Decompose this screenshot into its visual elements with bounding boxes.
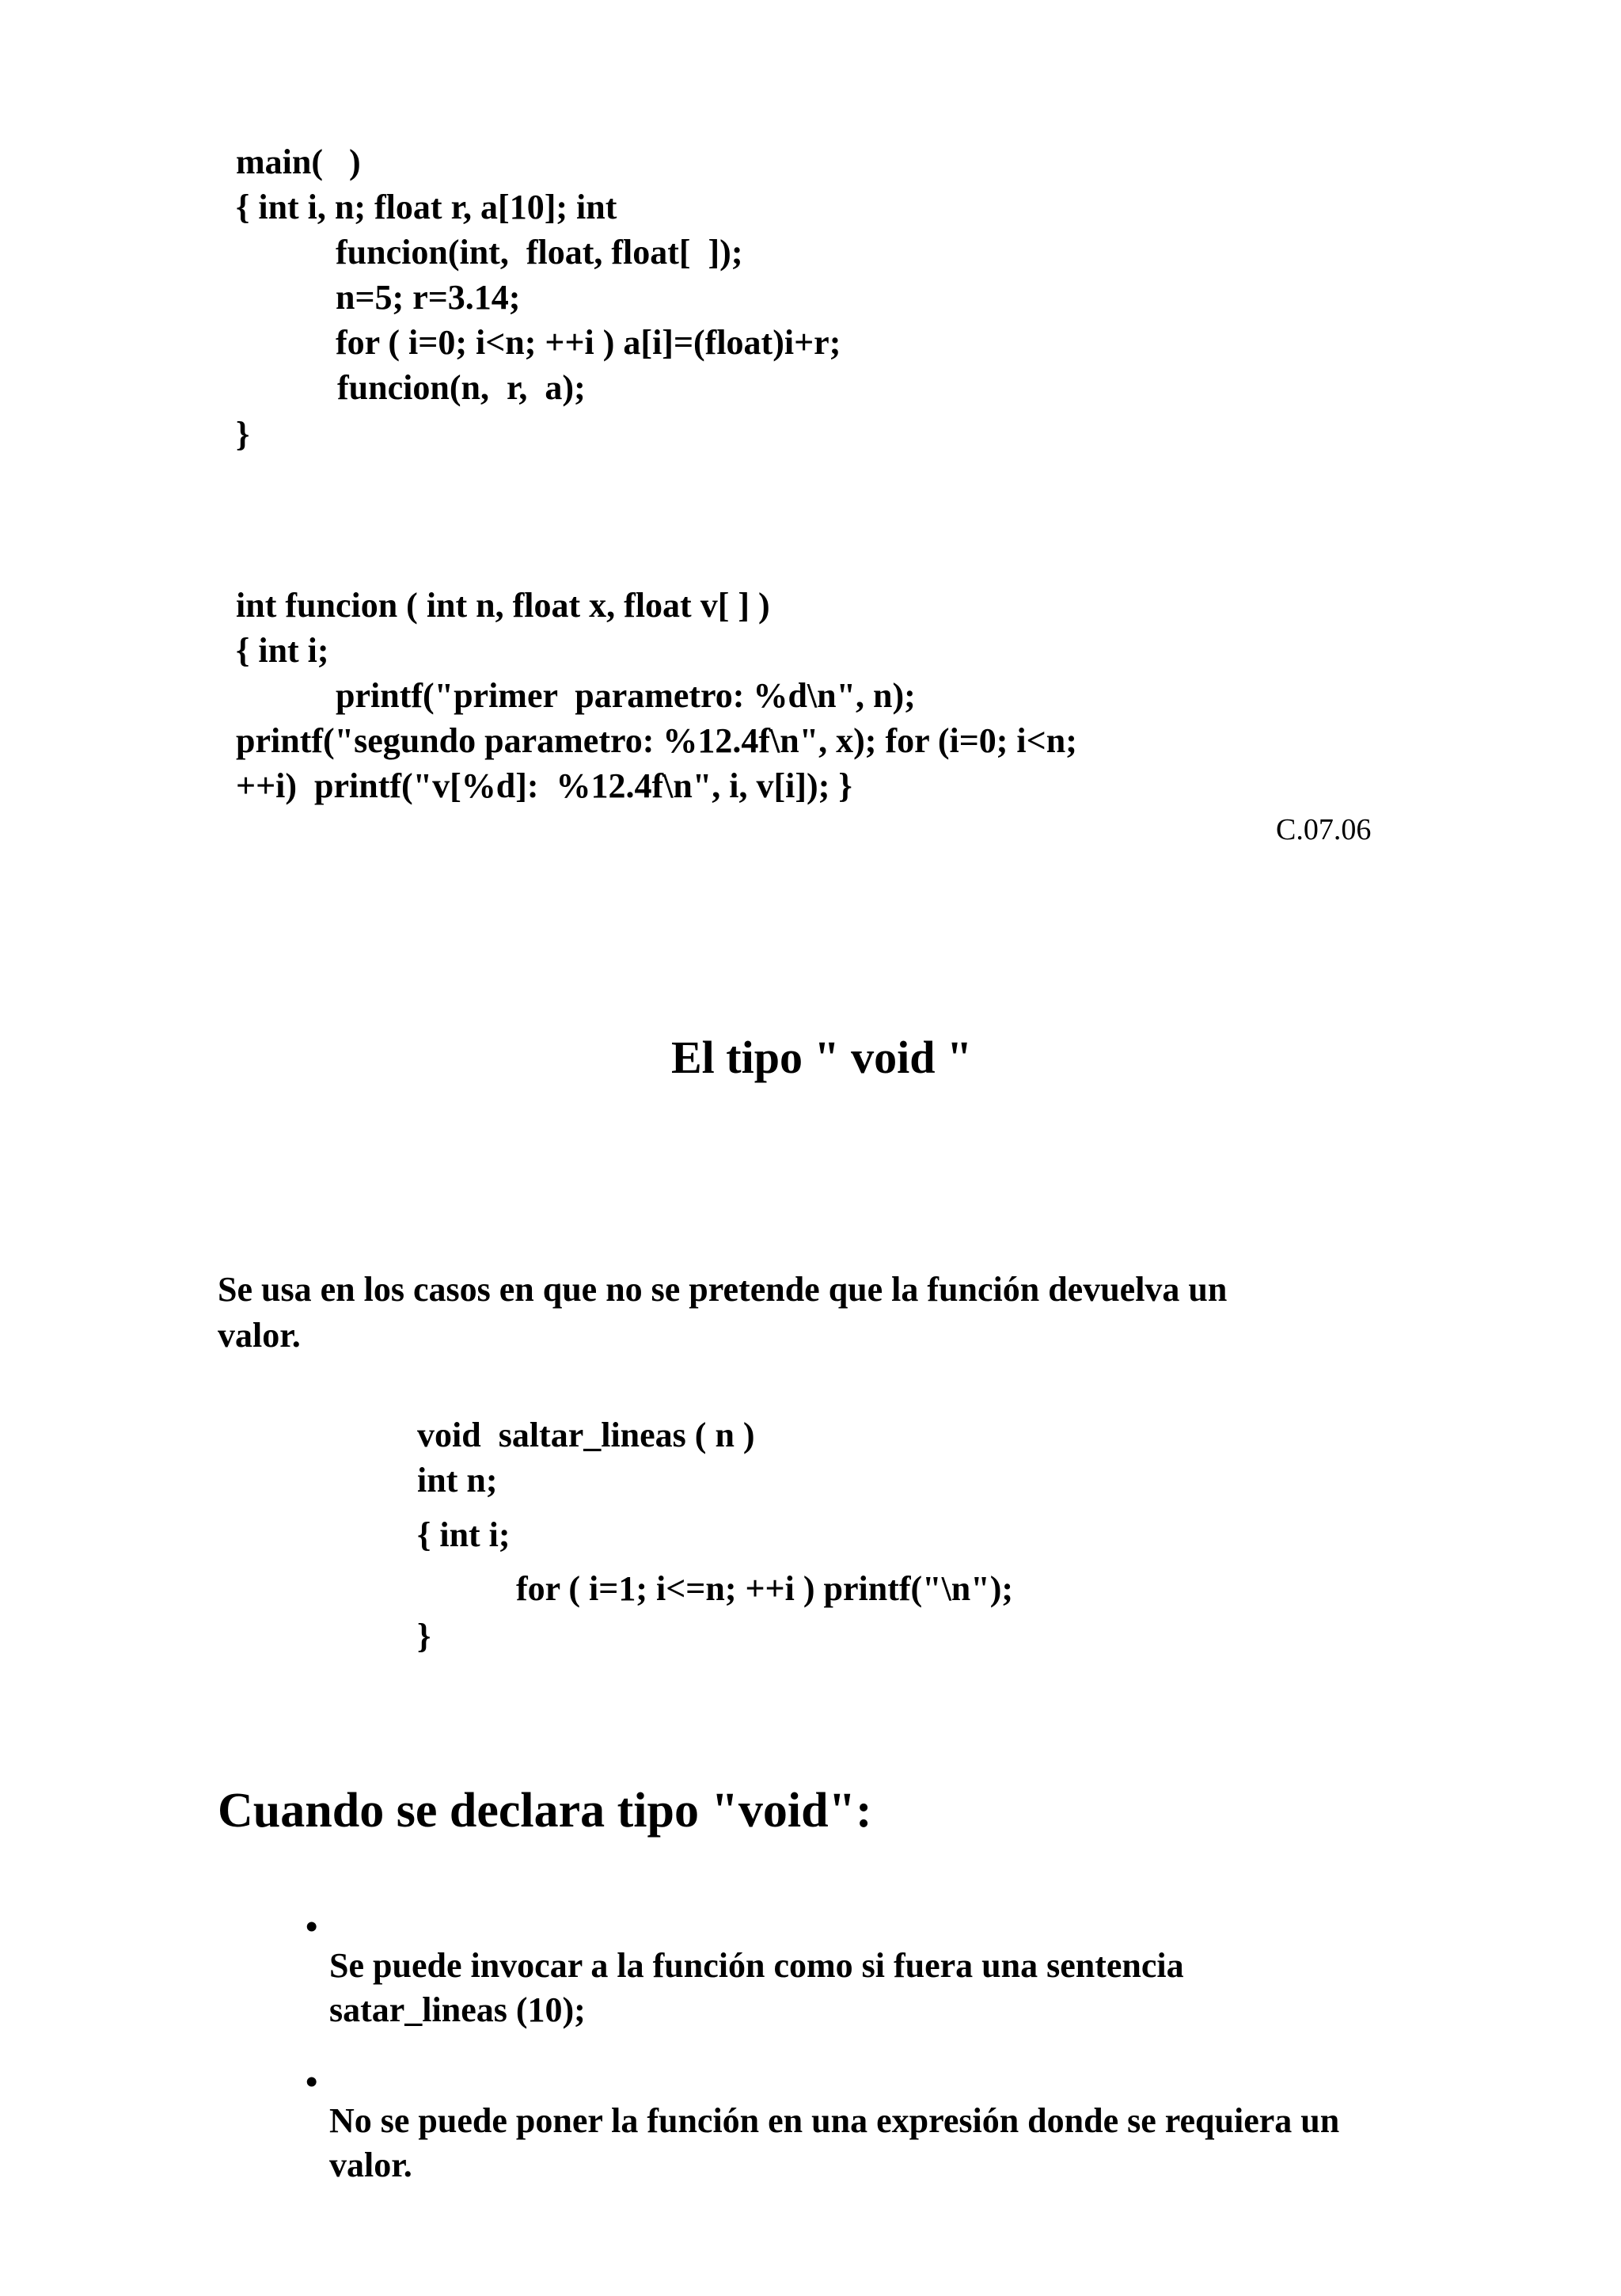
code-line: for ( i=0; i<n; ++i ) a[i]=(float)i+r; xyxy=(336,323,841,362)
bullet-line: satar_lineas (10); xyxy=(329,1990,586,2029)
bullet-line: No se puede poner la función en una expresión donde se requiera un xyxy=(329,2101,1340,2140)
paragraph-line: valor. xyxy=(218,1316,301,1355)
code-line: int funcion ( int n, float x, float v[ ] ) xyxy=(236,586,770,625)
code-line: printf("segundo parametro: %12.4f\n", x); for (i=0; i<n; xyxy=(236,721,1077,760)
subheading: Cuando se declara tipo "void": xyxy=(218,1784,872,1838)
code-line: { int i; xyxy=(236,631,329,670)
bullet-icon: • xyxy=(306,2062,318,2101)
page-code: C.07.06 xyxy=(1276,813,1372,846)
code-line: funcion(n, r, a); xyxy=(337,368,586,407)
code-line: } xyxy=(236,415,250,454)
code-line: void saltar_lineas ( n ) xyxy=(417,1416,755,1454)
paragraph-line: Se usa en los casos en que no se pretende que la función devuelva un xyxy=(218,1270,1228,1309)
code-line: main( ) xyxy=(236,143,361,181)
code-line: { int i; xyxy=(417,1515,511,1554)
code-line: int n; xyxy=(417,1461,498,1500)
code-line: ++i) printf("v[%d]: %12.4f\n", i, v[i]); } xyxy=(236,766,852,805)
code-line: printf("primer parametro: %d\n", n); xyxy=(336,676,916,715)
code-line: } xyxy=(417,1617,431,1655)
bullet-line: valor. xyxy=(329,2146,412,2184)
code-line: funcion(int, float, float[ ]); xyxy=(336,233,743,272)
section-title: El tipo " void " xyxy=(671,1032,973,1083)
code-line: n=5; r=3.14; xyxy=(336,278,521,317)
code-line: for ( i=1; i<=n; ++i ) printf("\n"); xyxy=(516,1569,1014,1608)
bullet-line: Se puede invocar a la función como si fuera una sentencia xyxy=(329,1946,1184,1985)
code-line: { int i, n; float r, a[10]; int xyxy=(236,188,617,226)
bullet-icon: • xyxy=(306,1907,318,1946)
